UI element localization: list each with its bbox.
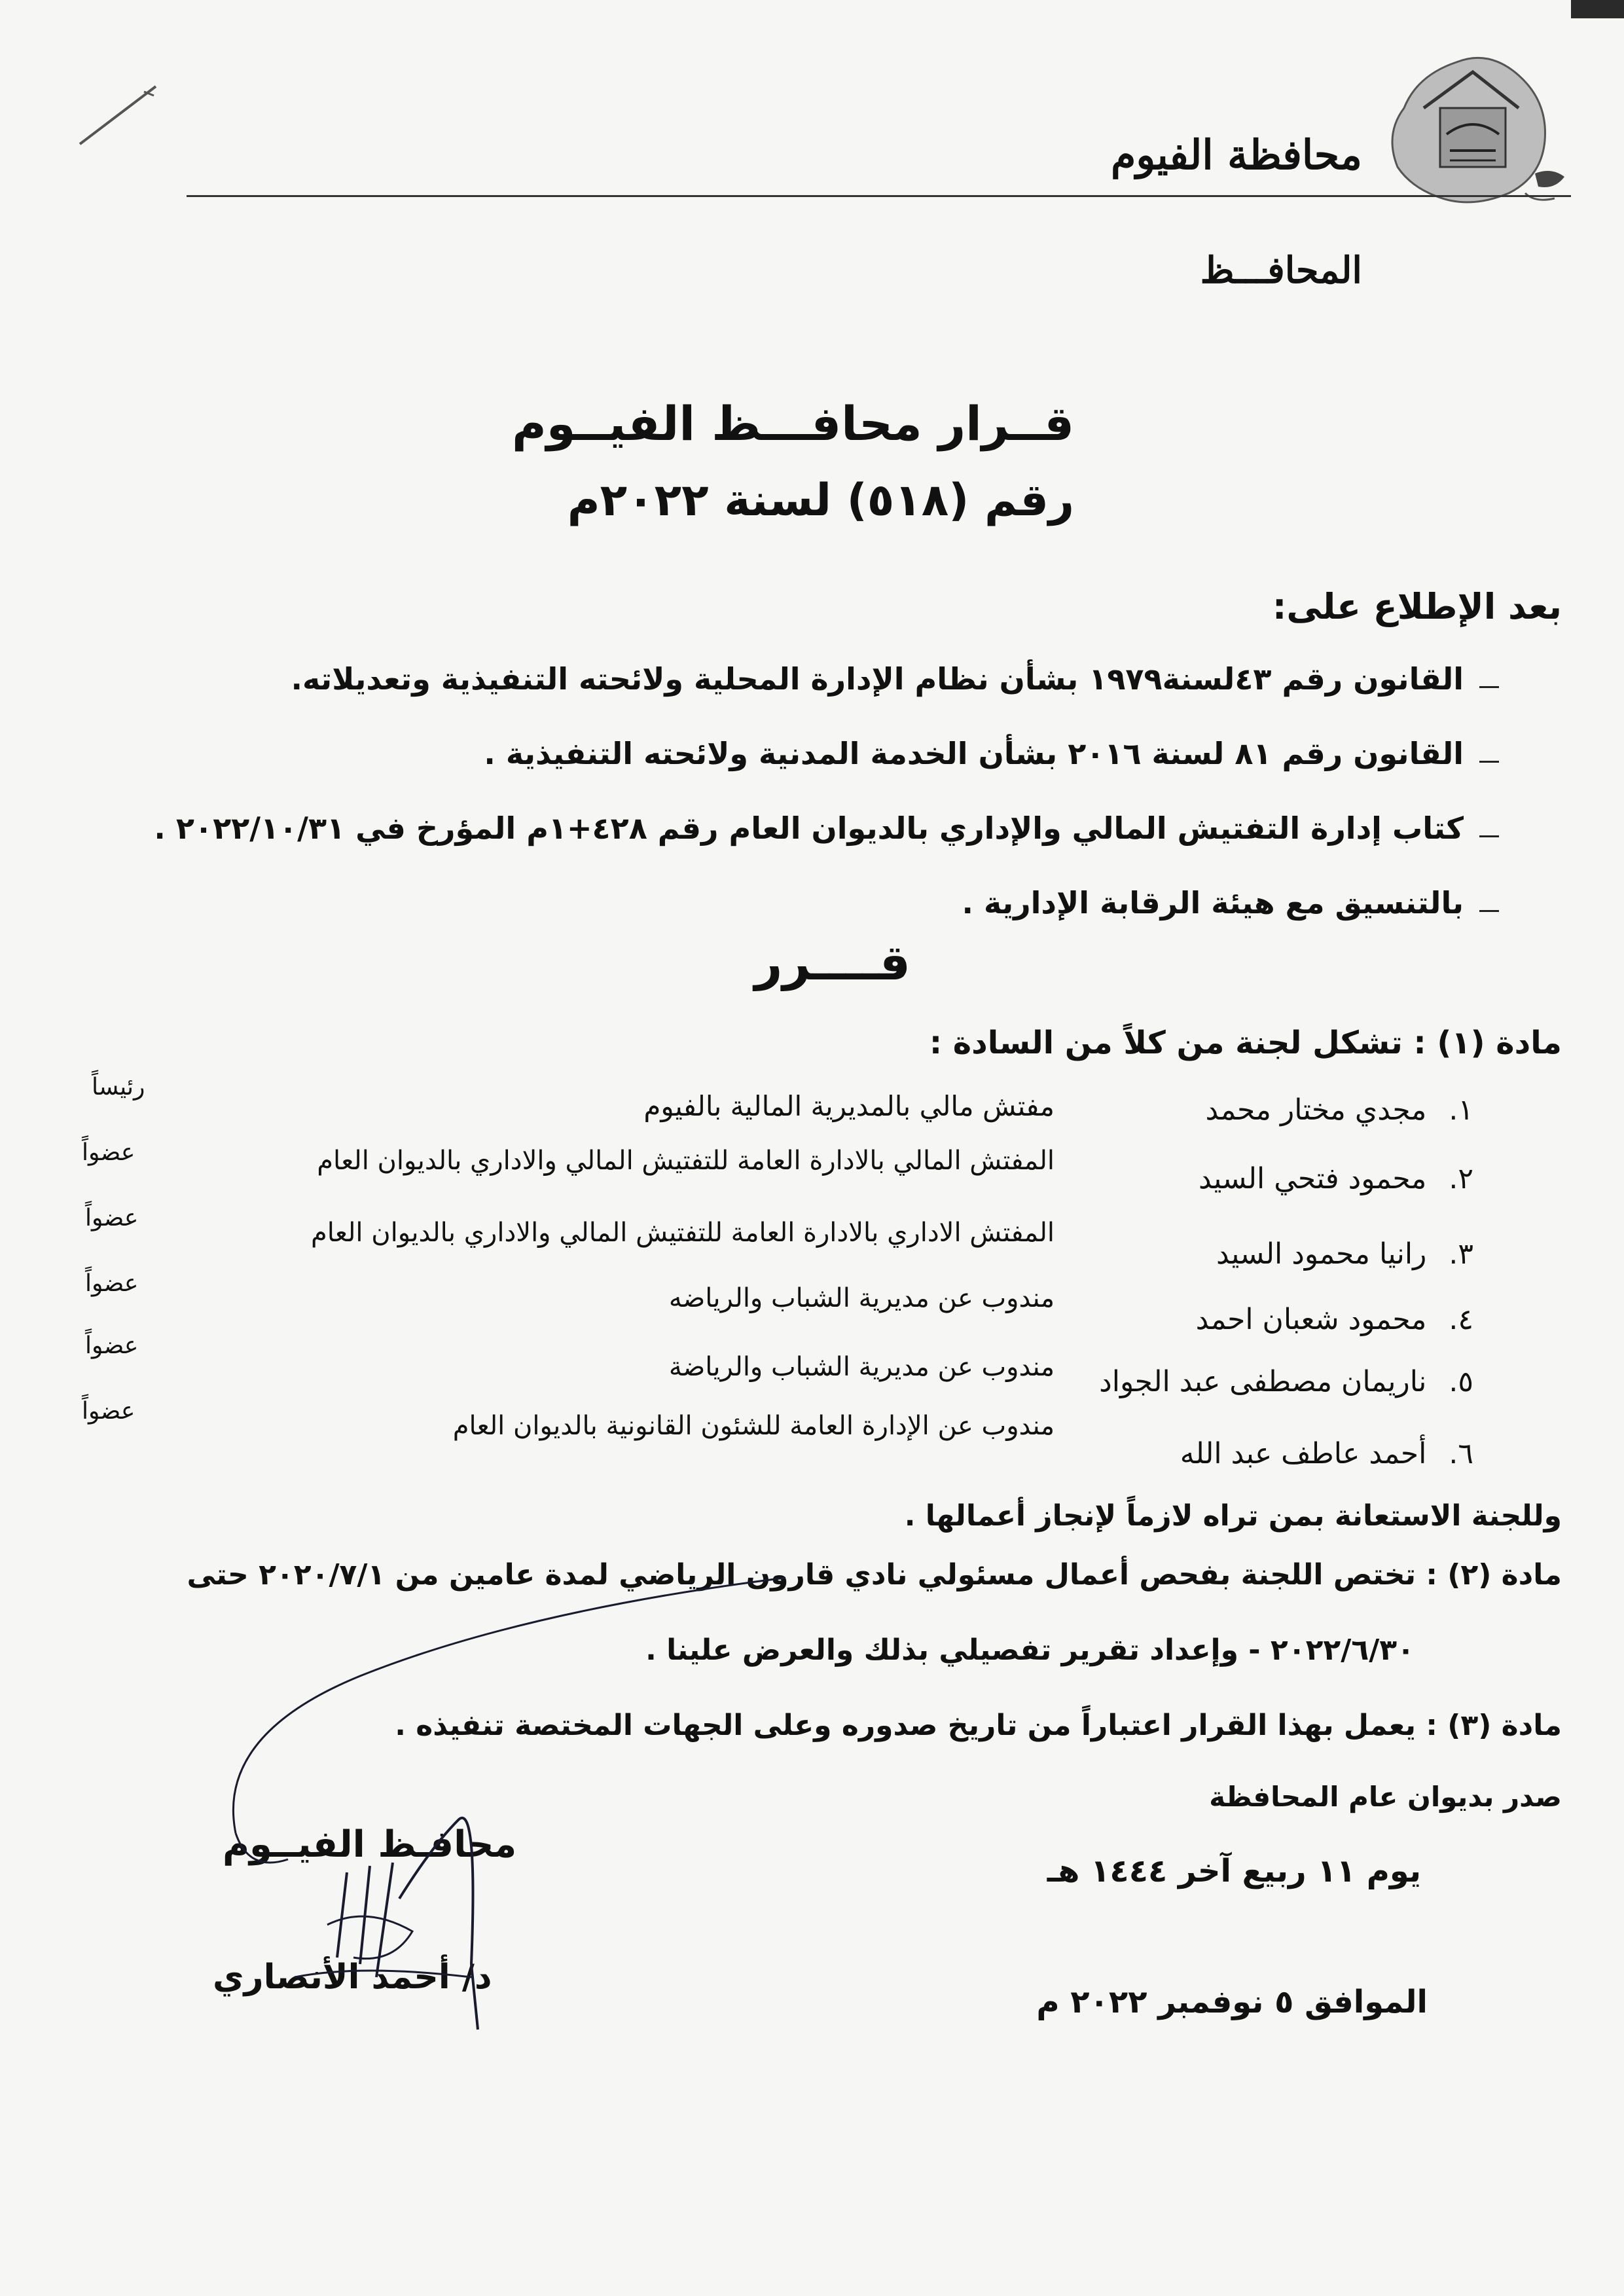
member-row bbox=[1133, 1162, 1473, 1195]
member-role: عضواً bbox=[82, 1139, 135, 1166]
member-row bbox=[1133, 1237, 1473, 1271]
member-name: ناريمان مصطفى عبد الجواد bbox=[1099, 1365, 1427, 1398]
preamble-item: كتاب إدارة التفتيش المالي والإداري بالديوان العام رقم ٤٢٨+١م المؤرخ في ٢٠٢٢/١٠/٣١ . bbox=[154, 811, 1464, 846]
member-row bbox=[1068, 1365, 1473, 1398]
member-name: محمود شعبان احمد bbox=[1195, 1303, 1427, 1336]
article1-heading: مادة (١) : تشكل لجنة من كلاً من السادة : bbox=[929, 1025, 1562, 1061]
article2-line2: ٢٠٢٢/٦/٣٠ - وإعداد تقرير تفصيلي بذلك والعرض علينا . bbox=[645, 1633, 1415, 1667]
decided-heading: قــــرر bbox=[754, 935, 911, 991]
bullet-dash bbox=[1479, 910, 1499, 912]
member-row bbox=[1133, 1437, 1473, 1470]
decree-number: رقم (٥١٨) لسنة ٢٠٢٢م bbox=[567, 475, 1074, 526]
signature-scribble bbox=[196, 1506, 982, 2043]
bullet-dash bbox=[1479, 761, 1499, 763]
governorate-seal-icon bbox=[1378, 36, 1568, 213]
article1-assist: وللجنة الاستعانة بمن تراه لازماً لإنجاز أعمالها . bbox=[904, 1499, 1562, 1533]
preamble-item: القانون رقم ٨١ لسنة ٢٠١٦ بشأن الخدمة المدنية ولائحته التنفيذية . bbox=[484, 736, 1464, 771]
member-role: عضواً bbox=[85, 1270, 139, 1297]
member-role: عضواً bbox=[82, 1398, 135, 1425]
article2-line1: مادة (٢) : تختص اللجنة بفحص أعمال مسئولي نادي قارون الرياضي لمدة عامين من ٢٠٢٠/٧/١ حتى bbox=[187, 1558, 1562, 1592]
member-title: مفتش مالي بالمديرية المالية بالفيوم bbox=[643, 1090, 1055, 1122]
issued-hijri-date: يوم ١١ ربيع آخر ١٤٤٤ هـ bbox=[1047, 1853, 1421, 1889]
bullet-dash bbox=[1479, 686, 1499, 688]
member-role: عضواً bbox=[85, 1332, 139, 1359]
member-name: محمود فتحي السيد bbox=[1199, 1162, 1427, 1195]
member-title: مندوب عن الإدارة العامة للشئون القانونية بالديوان العام bbox=[452, 1411, 1055, 1441]
member-number: ٣. bbox=[1449, 1237, 1473, 1271]
member-role: رئيساً bbox=[92, 1074, 145, 1101]
issued-gregorian-date: الموافق ٥ نوفمبر ٢٠٢٢ م bbox=[1036, 1984, 1428, 2020]
member-row bbox=[1133, 1303, 1473, 1336]
signature-title: محافـظ الفيــوم bbox=[223, 1823, 517, 1866]
member-name: مجدي مختار محمد bbox=[1205, 1093, 1427, 1127]
member-number: ٤. bbox=[1449, 1303, 1473, 1336]
member-title: المفتش الاداري بالادارة العامة للتفتيش المالي والاداري بالديوان العام bbox=[310, 1218, 1055, 1248]
member-number: ٦. bbox=[1449, 1437, 1473, 1470]
preamble-item: القانون رقم ٤٣لسنة١٩٧٩ بشأن نظام الإدارة المحلية ولائحته التنفيذية وتعديلاته. bbox=[291, 661, 1464, 697]
corner-mark bbox=[1571, 0, 1624, 18]
member-title: مندوب عن مديرية الشباب والرياضة bbox=[668, 1352, 1055, 1382]
preamble-item: بالتنسيق مع هيئة الرقابة الإدارية . bbox=[962, 885, 1464, 920]
issued-place: صدر بديوان عام المحافظة bbox=[1209, 1781, 1562, 1813]
member-name: رانيا محمود السيد bbox=[1216, 1237, 1427, 1271]
member-number: ٢. bbox=[1449, 1162, 1473, 1195]
member-role: عضواً bbox=[85, 1205, 139, 1231]
scratch-mark bbox=[72, 79, 164, 151]
header-divider bbox=[187, 195, 1571, 197]
office-name: المحافـــظ bbox=[1200, 249, 1362, 292]
signature-name: د/ أحمد الأنصاري bbox=[213, 1958, 492, 1997]
member-number: ١. bbox=[1449, 1093, 1473, 1127]
governorate-name: محافظة الفيوم bbox=[1110, 131, 1362, 179]
article3-text: مادة (٣) : يعمل بهذا القرار اعتباراً من تاريخ صدوره وعلى الجهات المختصة تنفيذه . bbox=[395, 1709, 1562, 1742]
bullet-dash bbox=[1479, 835, 1499, 837]
member-title: مندوب عن مديرية الشباب والرياضه bbox=[668, 1283, 1055, 1313]
member-row bbox=[1133, 1093, 1473, 1127]
member-name: أحمد عاطف عبد الله bbox=[1180, 1437, 1427, 1470]
member-number: ٥. bbox=[1449, 1365, 1473, 1398]
preamble-intro: بعد الإطلاع على: bbox=[1272, 586, 1562, 627]
member-title: المفتش المالي بالادارة العامة للتفتيش المالي والاداري بالديوان العام bbox=[317, 1146, 1055, 1176]
decree-title: قــرار محافـــظ الفيــوم bbox=[511, 396, 1074, 451]
